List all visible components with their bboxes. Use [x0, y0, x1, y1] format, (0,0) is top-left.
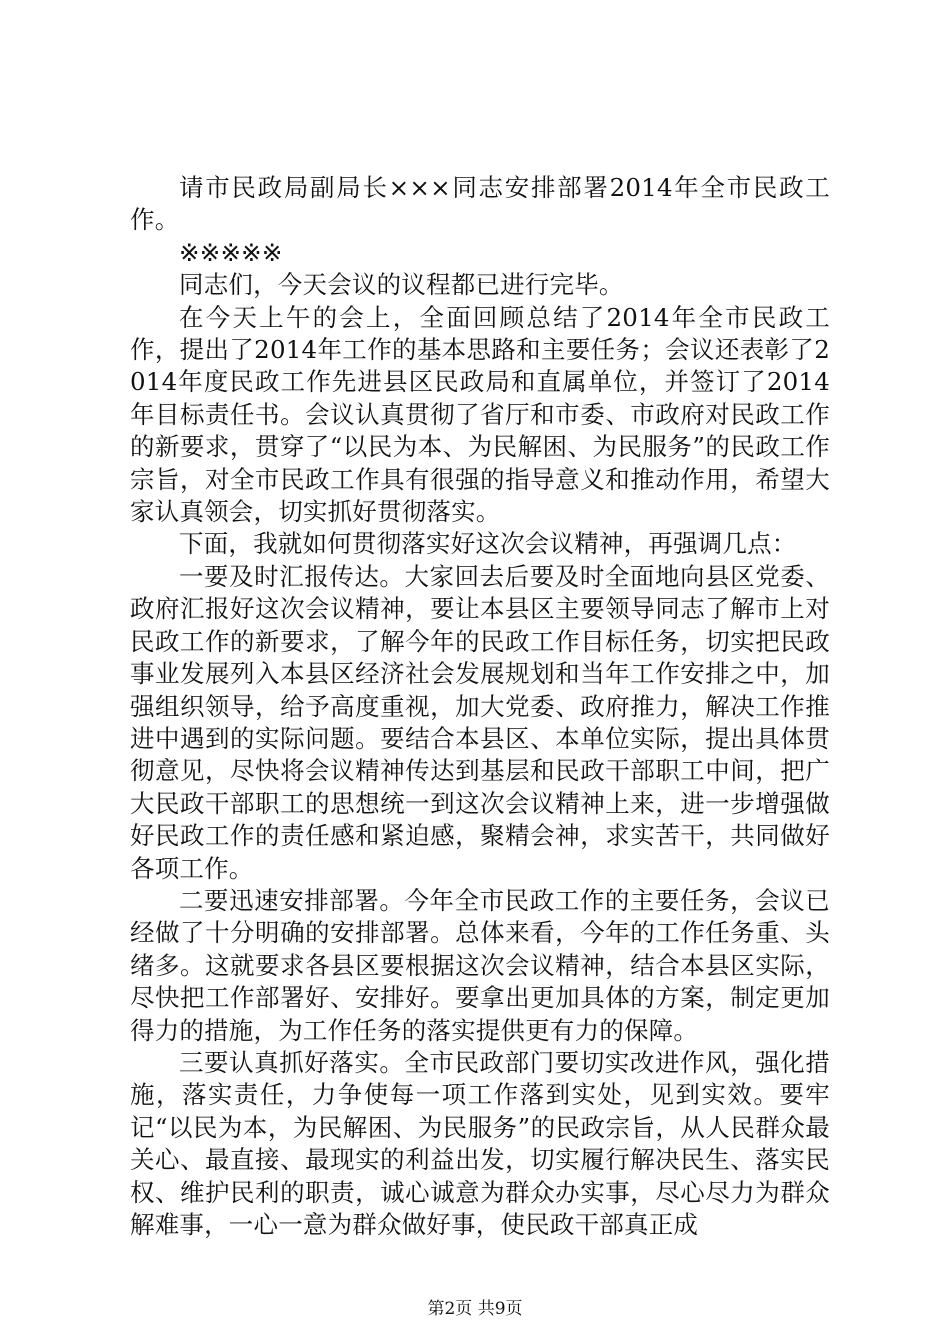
document-body [130, 172, 830, 1241]
paragraph-point-three: 三要认真抓好落实。全市民政部门要切实改进作风，强化措施，落实责任，力争使每一项工作落到实处，见到实效。要牢记“以民为本，为民解困、为民服务”的民政宗旨，从人民群众最关心、最直接、最现实的利益出发，切实履行解决民生、落实民权、维护民利的职责，诚心诚意为群众办实事，尽心尽力为群众解难事，一心一意为群众做好事，使民政干部真正成 [130, 1047, 830, 1239]
paragraph-meeting-summary: 在今天上午的会上，全面回顾总结了2014年全市民政工作，提出了2014年工作的基本思路和主要任务；会议还表彰了2014年度民政工作先进县区民政局和直属单位，并签订了2014年目标责任书。会议认真贯彻了省厅和市委、市政府对民政工作的新要求，贯穿了“以民为本、为民解困、为民服务”的民政工作宗旨，对全市民政工作具有很强的指导意义和推动作用，希望大家认真领会，切实抓好贯彻落实。 [130, 302, 830, 527]
paragraph-point-one: 一要及时汇报传达。大家回去后要及时全面地向县区党委、政府汇报好这次会议精神，要让本县区主要领导同志了解市上对民政工作的新要求，了解今年的民政工作目标任务，切实把民政事业发展列入本县区经济社会发展规划和当年工作安排之中，加强组织领导，给予高度重视，加大党委、政府推力，解决工作推进中遇到的实际问题。要结合本县区、本单位实际，提出具体贯彻意见，尽快将会议精神传达到基层和民政干部职工中间，把广大民政干部职工的思想统一到这次会议精神上来，进一步增强做好民政工作的责任感和紧迫感，聚精会神，求实苦干，共同做好各项工作。 [130, 561, 830, 883]
paragraph-point-two: 二要迅速安排部署。今年全市民政工作的主要任务，会议已经做了十分明确的安排部署。总体来看，今年的工作任务重、头绪多。这就要求各县区要根据这次会议精神，结合本县区实际，尽快把工作部署好、安排好。要拿出更加具体的方案，制定更加得力的措施，为工作任务的落实提供更有力的保障。 [130, 885, 830, 1045]
paragraph-emphasis-intro: 下面，我就如何贯彻落实好这次会议精神，再强调几点： [179, 529, 797, 559]
page-footer: 第2页 共9页 [427, 1299, 523, 1319]
paragraph-opening-remarks: 同志们，今天会议的议程都已进行完毕。 [179, 270, 624, 300]
paragraph-section-separator: ※※※※※ [179, 237, 283, 267]
paragraph-speaker-introduction: 请市民政局副局长×××同志安排部署2014年全市民政工作。 [130, 173, 830, 235]
